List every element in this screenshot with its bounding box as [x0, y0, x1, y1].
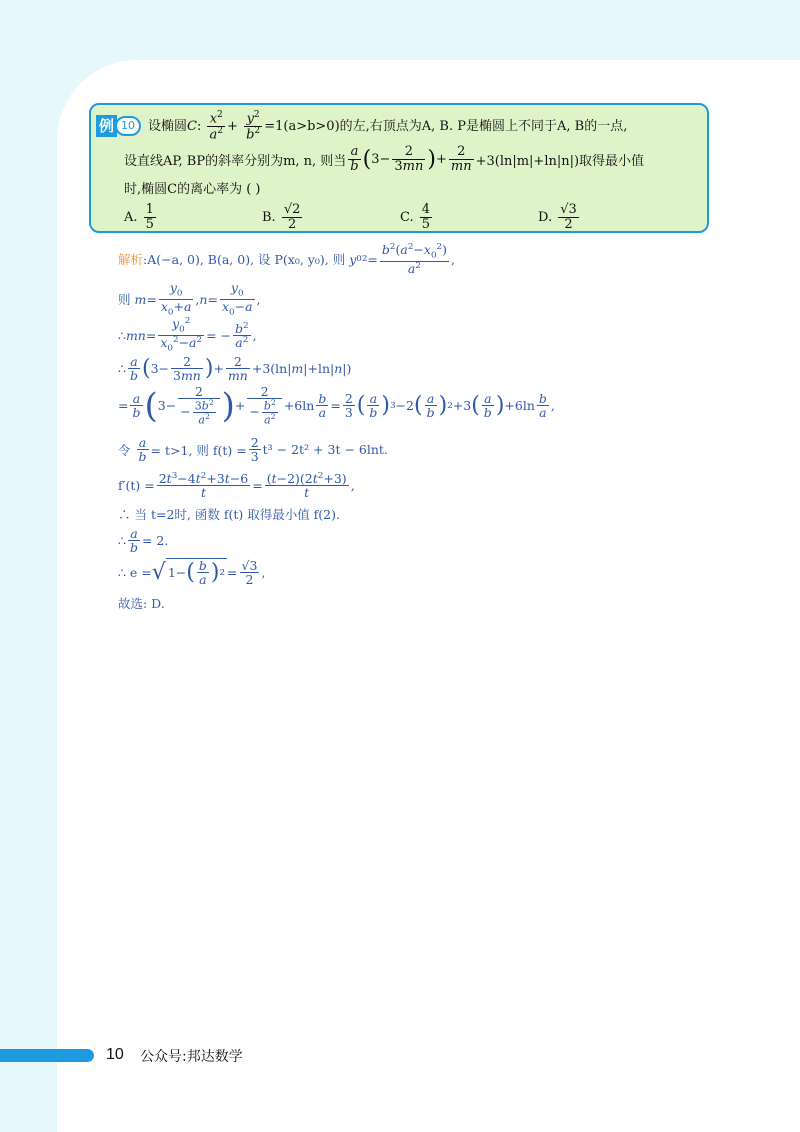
- solution-line-2: 则 m = $\frac{y_0}{x_0+a}$ , n = $\frac{y_0}{x_0-a}$ ,: [118, 280, 261, 318]
- solution-label: 解析: [118, 252, 144, 268]
- option-d[interactable]: D. $\frac{√3}{2}$: [538, 202, 577, 232]
- footer-text: 公众号:邦达数学: [140, 1049, 243, 1065]
- solution-line-1: 解析 : A(−a, 0), B(a, 0), 设 P(x₀, y₀), 则 y 0 2 = $\frac{b^2(a^2-x_0^2)}{a^2}$ ,: [118, 242, 455, 276]
- solution-line-5: = $\frac{a}{b}$ ( 3− 2 − $\frac{3b^2}{a^2}$ ) + 2 − $\frac{b^2}{a^2}$ +6ln $\frac{b}{a}$ = $\frac{2}{3}$ ( $\frac{a}{b}$ ) 3 −2 ( $\frac{a}{b}$ ) 2 +3 ( $\frac{a}{b}$ ) +6ln $\frac{b}{a}$ ,: [118, 384, 555, 427]
- option-a[interactable]: A. $\frac{1}{5}$: [124, 202, 154, 232]
- option-b[interactable]: B. $\frac{√2}{2}$: [262, 202, 301, 232]
- solution-line-11: 故选: D.: [118, 596, 165, 611]
- solution-line-3: ∴ mn = $\frac{y_0^2}{x_0^2-a^2}$ = − $\frac{b^2}{a^2}$ ,: [118, 316, 257, 354]
- solution-line-8: ∴ 当 t=2时, 函数 f(t) 取得最小值 f(2).: [118, 507, 340, 522]
- example-label: 例: [96, 115, 117, 137]
- footer-bar: [0, 1049, 94, 1062]
- solution-line-6: 令 $\frac{a}{b}$ = t>1, 则 f(t) = $\frac{2}{3}$ t³ − 2t² + 3t − 6lnt.: [118, 435, 388, 465]
- option-c[interactable]: C. $\frac{4}{5}$: [400, 202, 431, 232]
- question-line-3: 时,椭圆C的离心率为 ( ): [124, 182, 261, 197]
- top-background: [0, 0, 800, 60]
- solution-line-7: f′(t) = $\frac{2t^3-4t^2+3t-6}{t}$ = $\frac{(t-2)(2t^2+3)}{t}$ ,: [118, 471, 355, 501]
- question-line-1: 设椭圆C: $\frac{x^2}{a^2}$ + $\frac{y^2}{b^2}$ =1(a>b>0)的左,右顶点为A, B. P是椭圆上不同于A, B的一点,: [148, 110, 628, 143]
- example-badge: [96, 115, 141, 137]
- question-line-2: 设直线AP, BP的斜率分别为m, n, 则当 $\frac{a}{b}$ ( 3− $\frac{2}{3mn}$ ) + $\frac{2}{mn}$ +3(ln|m|+ln|n|)取得最小值: [124, 144, 645, 174]
- example-number: 10: [115, 116, 141, 136]
- solution-line-9: ∴ $\frac{a}{b}$ = 2.: [118, 526, 169, 556]
- solution-line-4: ∴ $\frac{a}{b}$ ( 3− $\frac{2}{3mn}$ ) + $\frac{2}{mn}$ +3(ln| m |+ln| n |): [118, 354, 352, 384]
- page-number: 10: [106, 1046, 124, 1063]
- solution-line-10: ∴ e = √ 1− ( $\frac{b}{a}$ ) 2 = $\frac{√3}{2}$ ,: [118, 557, 266, 588]
